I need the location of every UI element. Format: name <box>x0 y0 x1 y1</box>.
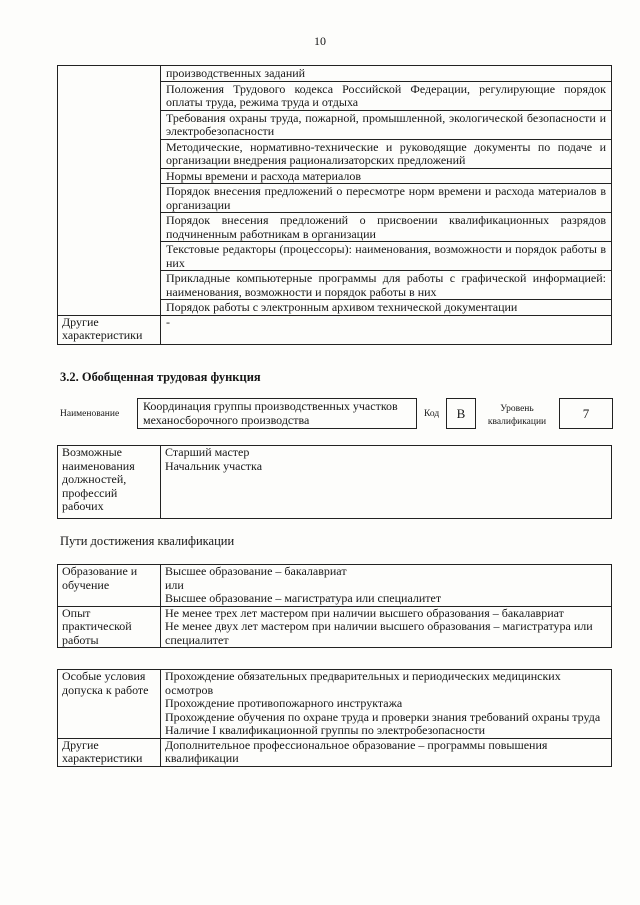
knowledge-item: Текстовые редакторы (процессоры): наименования, возможности и порядок работы в них <box>161 241 611 270</box>
knowledge-items-cell <box>161 66 612 316</box>
other-characteristics-value: - <box>161 315 612 344</box>
knowledge-item: Требования охраны труда, пожарной, промышленной, экологической безопасности и электробезопасности <box>161 110 611 139</box>
education-values <box>161 565 612 607</box>
special-line: Наличие I квалификационной группы по электробезопасности <box>165 723 486 737</box>
positions-table <box>57 445 612 519</box>
knowledge-item: Порядок внесения предложений о присвоении квалификационных разрядов подчиненным работникам в организации <box>161 212 611 241</box>
other-characteristics-label: Другие характеристики <box>58 315 161 344</box>
knowledge-table <box>57 65 612 345</box>
other2-label: Другие характеристики <box>58 738 161 766</box>
knowledge-item: Порядок внесения предложений о пересмотре норм времени и расхода материалов в организации <box>161 183 611 212</box>
positions-values <box>161 446 612 519</box>
name-value-box <box>137 398 417 429</box>
special-values <box>161 670 612 739</box>
education-line: или <box>165 577 184 592</box>
other2-value: Дополнительное профессиональное образование – программы повышения квалификации <box>161 738 612 766</box>
name-value: Координация группы производственных участков механосборочного производства <box>143 399 398 427</box>
education-line: Высшее образование – бакалавриат <box>165 564 347 578</box>
special-line: Прохождение противопожарного инструктажа <box>165 696 403 710</box>
position-name: Старший мастер <box>165 445 250 459</box>
level-label: Уровень квалификации <box>487 404 547 427</box>
name-label: Наименование <box>60 409 120 419</box>
knowledge-item: Методические, нормативно-технические и руководящие документы по подаче и организации внедрения рационализаторских предложений <box>161 139 611 168</box>
experience-line: Не менее трех лет мастером при наличии высшего образования – бакалавриат <box>165 605 564 620</box>
code-value: B <box>456 406 466 421</box>
code-label: Код <box>424 409 440 419</box>
page-number: 10 <box>314 34 326 48</box>
special-line: Прохождение обязательных предварительных и периодических медицинских осмотров <box>165 669 561 697</box>
knowledge-item: Прикладные компьютерные программы для работы с графической информацией: наименования, возможности и порядок работы в них <box>161 270 611 299</box>
knowledge-item: Нормы времени и расхода материалов <box>161 168 611 184</box>
knowledge-item: производственных заданий <box>166 66 306 80</box>
position-name: Начальник участка <box>165 458 263 473</box>
education-label: Образование и обучение <box>58 565 161 607</box>
experience-label: Опыт практической работы <box>58 606 161 648</box>
positions-label: Возможные наименования должностей, профессий рабочих <box>58 446 161 519</box>
special-label: Особые условия допуска к работе <box>58 670 161 739</box>
knowledge-item: Порядок работы с электронным архивом технической документации <box>161 299 611 315</box>
experience-values <box>161 606 612 648</box>
education-line: Высшее образование – магистратура или специалитет <box>165 591 442 605</box>
code-value-box <box>446 398 476 429</box>
knowledge-item: Положения Трудового кодекса Российской Федерации, регулирующие порядок оплаты труда, режима труда и отдыха <box>161 81 611 110</box>
education-table <box>57 564 612 648</box>
section-heading: 3.2. Обобщенная трудовая функция <box>60 370 261 384</box>
paths-heading: Пути достижения квалификации <box>60 534 235 548</box>
special-line: Прохождение обучения по охране труда и проверки знания требований охраны труда <box>165 709 601 724</box>
knowledge-label-cell <box>58 66 161 316</box>
level-value: 7 <box>582 406 590 421</box>
conditions-table <box>57 669 612 767</box>
experience-line: Не менее двух лет мастером при наличии высшего образования – магистратура или специалитет <box>165 619 593 647</box>
level-value-box <box>559 398 613 429</box>
